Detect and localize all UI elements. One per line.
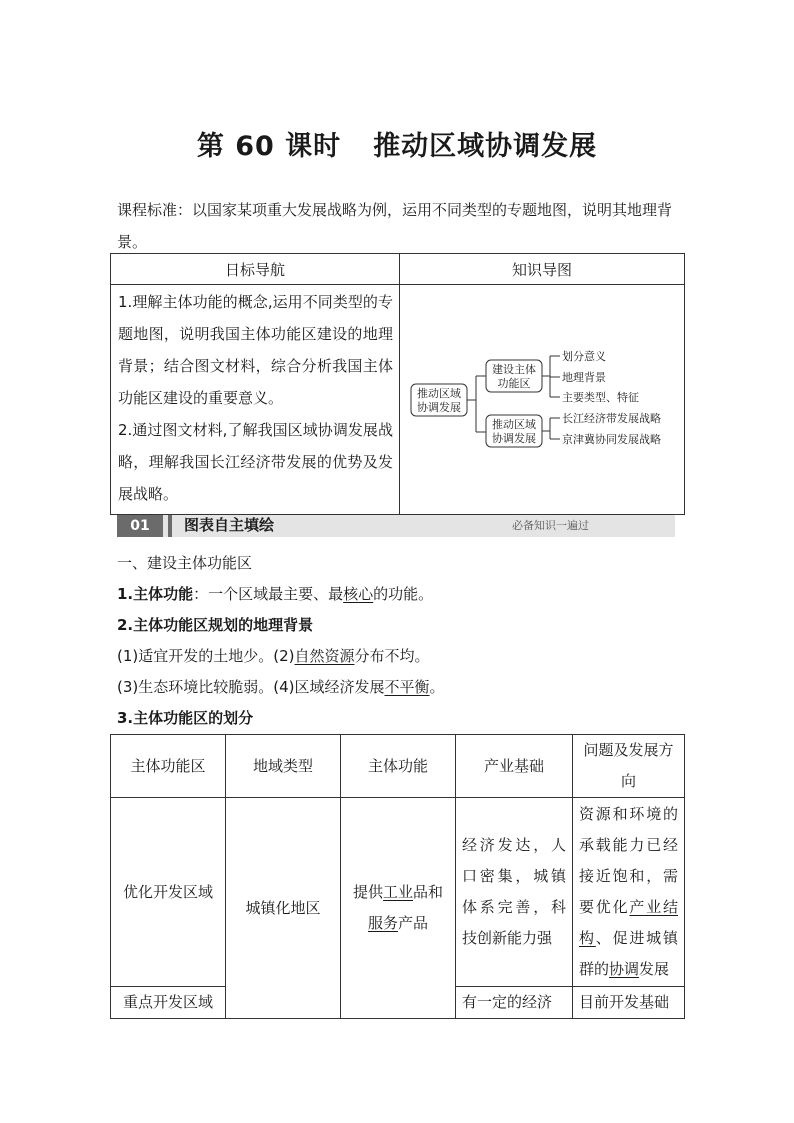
answer-blank: 协调 — [609, 960, 640, 978]
mindmap-item: 划分意义 — [562, 349, 606, 363]
col-header: 地域类型 — [226, 735, 341, 798]
zone-base: 有一定的经济 — [456, 987, 573, 1019]
zone-function: 提供工业品和 服务产品 — [341, 798, 456, 1019]
goal-1: 1.理解主体功能的概念,运用不同类型的专题地图，说明我国主体功能区建设的地理背景；结合图文材料，综合分析我国主体功能区建设的重要意义。 — [118, 293, 393, 407]
item-2-line-a: (1)适宜开发的土地少。(2)自然资源分布不均。 — [117, 647, 430, 665]
section-divider — [168, 515, 172, 537]
item-1-label: 1.主体功能 — [117, 585, 194, 603]
knowledge-mindmap — [400, 292, 684, 508]
goal-2: 2.通过图文材料,了解我国区域协调发展战略，理解我国长江经济带发展的优势及发展战略。 — [118, 421, 393, 503]
mindmap-root-line2: 协调发展 — [417, 400, 461, 414]
item-2-line-b: (3)生态环境比较脆弱。(4)区域经济发展不平衡。 — [117, 678, 445, 696]
section-tag: 必备知识一遍过 — [512, 519, 589, 532]
goals-cell — [111, 285, 400, 515]
mindmap-cell — [400, 285, 685, 515]
mindmap-item: 主要类型、特征 — [562, 390, 639, 404]
col-header: 主体功能区 — [111, 735, 226, 798]
answer-blank: 工业 — [382, 883, 413, 901]
col-header: 产业基础 — [456, 735, 573, 798]
item-2-title: 2.主体功能区规划的地理背景 — [117, 616, 314, 634]
answer-blank: 自然资源 — [294, 647, 355, 665]
item-1: 1.主体功能：一个区域最主要、最核心的功能。 — [117, 585, 434, 603]
heading-functional-zones: 一、建设主体功能区 — [117, 554, 253, 572]
answer-blank: 核心 — [343, 585, 374, 603]
zone-direction: 资源和环境的承载能力已经接近饱和，需要优化产业结构、促进城镇群的协调发展 — [573, 798, 685, 987]
section-title: 图表自主填绘 — [184, 516, 275, 534]
zone-base: 经济发达，人口密集，城镇体系完善，科技创新能力强 — [456, 798, 573, 987]
header-mindmap: 知识导图 — [400, 254, 685, 285]
curriculum-standard: 课程标准：以国家某项重大发展战略为例，运用不同类型的专题地图，说明其地理背景。 — [117, 201, 673, 251]
zone-direction: 目前开发基础 — [573, 987, 685, 1019]
col-header: 主体功能 — [341, 735, 456, 798]
header-goals: 日标导航 — [111, 254, 400, 285]
zone-optimized: 优化开发区域 — [111, 798, 226, 987]
answer-blank: 服务 — [367, 914, 398, 932]
answer-blank: 不平衡 — [384, 678, 430, 696]
mindmap-connector — [542, 418, 560, 439]
functional-zone-table — [110, 734, 685, 1019]
mindmap-item: 地理背景 — [562, 370, 606, 384]
mindmap-branch1-line1: 建设主体 — [492, 362, 536, 376]
mindmap-branch2-line2: 协调发展 — [492, 431, 536, 445]
section-number: 01 — [117, 515, 163, 537]
goals-knowledge-table — [110, 253, 685, 515]
item-3-title: 3.主体功能区的划分 — [117, 709, 254, 727]
page-title: 第 60 课时 推动区域协调发展 — [196, 131, 598, 162]
mindmap-connector — [467, 376, 486, 432]
mindmap-root-line1: 推动区域 — [417, 386, 461, 400]
col-header: 问题及发展方向 — [573, 735, 685, 798]
mindmap-branch1-line2: 功能区 — [497, 376, 531, 390]
mindmap-connector — [542, 356, 560, 397]
answer-blank: 产业结构 — [579, 898, 678, 947]
mindmap-item: 京津冀协同发展战略 — [562, 432, 661, 446]
mindmap-branch2-line1: 推动区域 — [492, 417, 536, 431]
zone-type: 城镇化地区 — [226, 798, 341, 1019]
mindmap-item: 长江经济带发展战略 — [562, 411, 661, 425]
zone-key-dev: 重点开发区域 — [111, 987, 226, 1019]
